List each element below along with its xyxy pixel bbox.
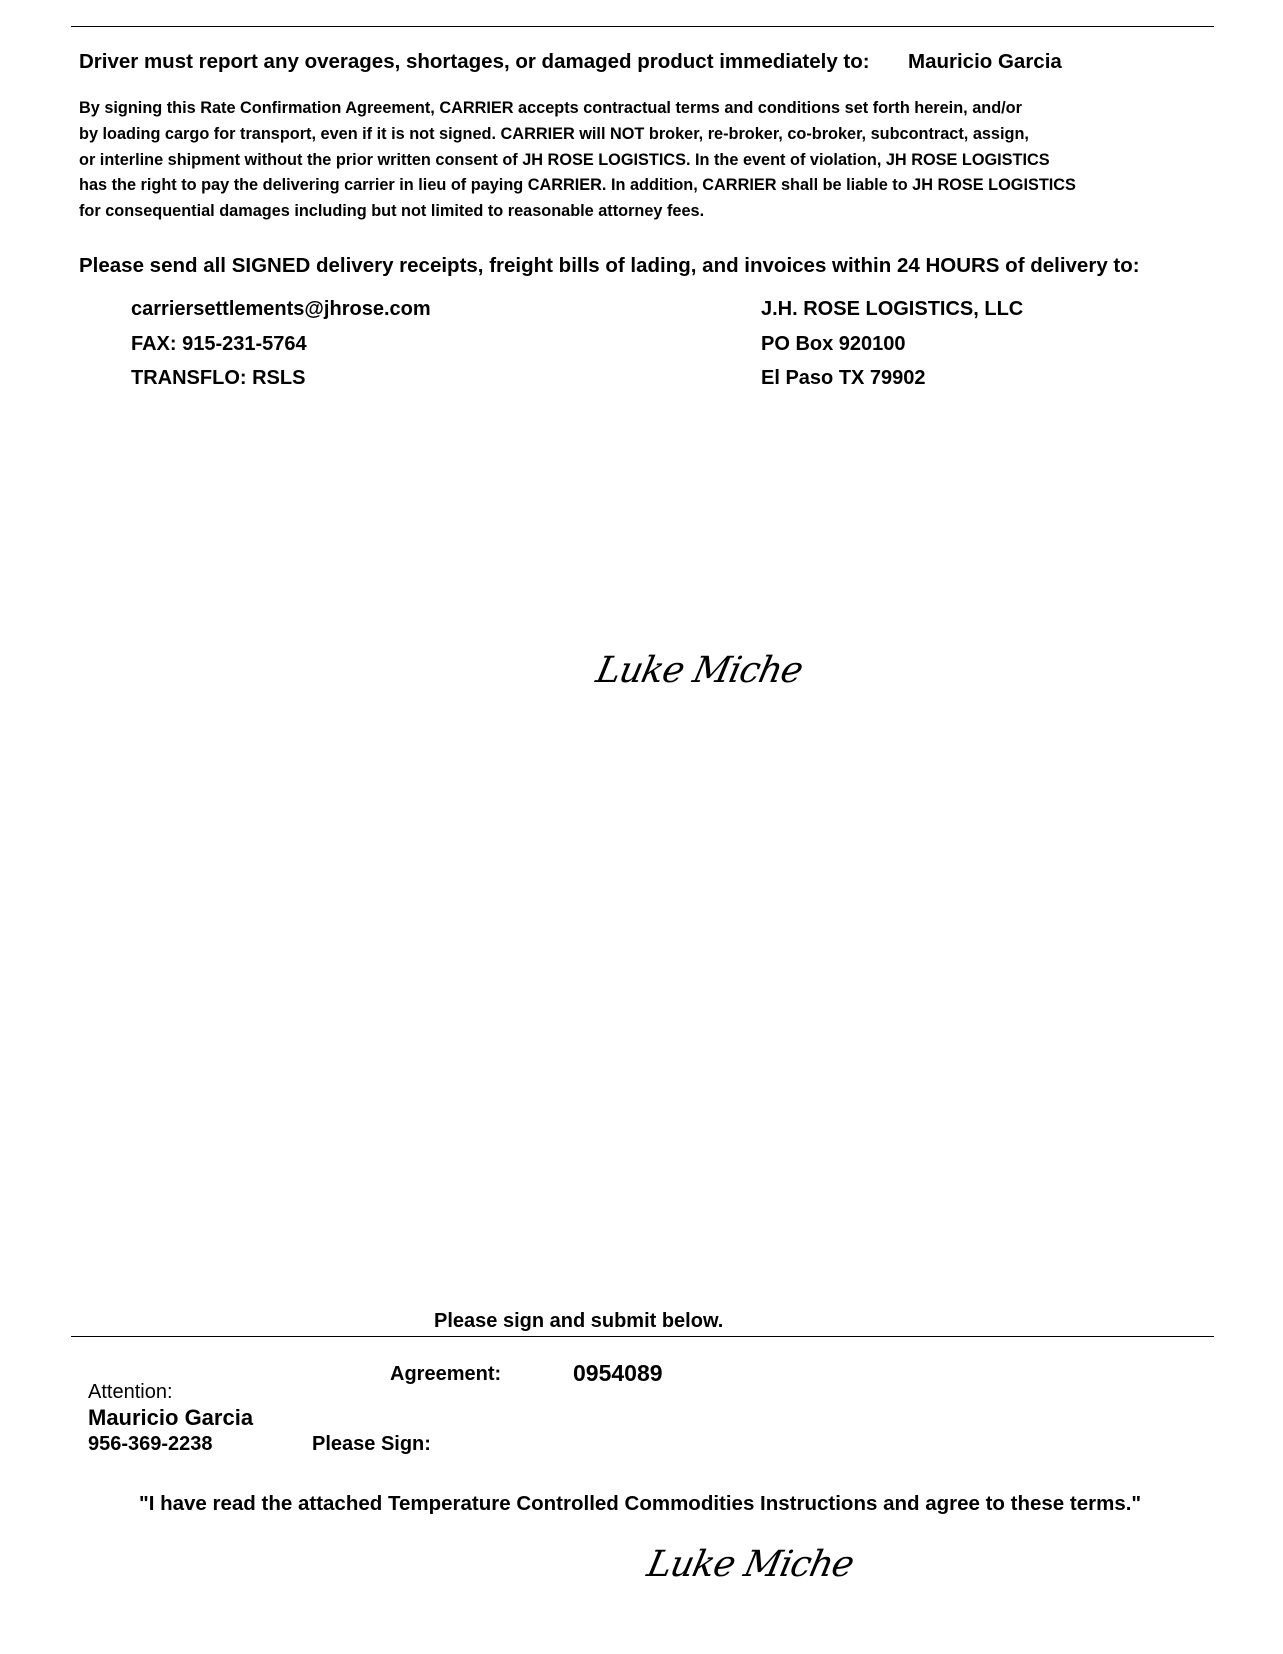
submission-contact-block <box>131 292 431 396</box>
sign-submit-prompt: Please sign and submit below. <box>434 1310 724 1332</box>
agreement-label: Agreement: <box>390 1363 502 1385</box>
terms-line: has the right to pay the delivering carrier in lieu of paying CARRIER. In addition, CARRIER shall be liable to JH ROSE LOGISTICS <box>79 176 1076 195</box>
transflo-code: TRANSFLO: RSLS <box>131 367 306 389</box>
attention-phone: 956-369-2238 <box>88 1433 213 1455</box>
report-instruction: Driver must report any overages, shortages, or damaged product immediately to: <box>79 50 870 73</box>
terms-line: by loading cargo for transport, even if it is not signed. CARRIER will NOT broker, re-broker, co-broker, subcontract, assign, <box>79 124 1029 143</box>
top-divider <box>71 26 1214 27</box>
settlements-fax: FAX: 915-231-5764 <box>131 332 307 355</box>
mailing-address-block <box>761 292 1023 396</box>
bottom-divider <box>71 1336 1214 1337</box>
terms-line: or interline shipment without the prior written consent of JH ROSE LOGISTICS. In the event of violation, JH ROSE LOGISTICS <box>79 150 1050 169</box>
settlements-email: carriersettlements@jhrose.com <box>131 298 431 320</box>
company-name: J.H. ROSE LOGISTICS, LLC <box>761 298 1024 320</box>
terms-paragraph <box>79 96 1076 225</box>
report-contact-name: Mauricio Garcia <box>908 50 1062 73</box>
terms-line: By signing this Rate Confirmation Agreement, CARRIER accepts contractual terms and conditions set forth herein, and/or <box>79 99 1022 117</box>
attention-name: Mauricio Garcia <box>88 1405 254 1430</box>
please-sign-label: Please Sign: <box>312 1433 431 1455</box>
attention-label: Attention: <box>88 1381 173 1403</box>
agreement-statement: "I have read the attached Temperature Controlled Commodities Instructions and agree to these terms." <box>139 1492 1142 1515</box>
city-state-zip: El Paso TX 79902 <box>761 367 926 389</box>
agreement-number: 0954089 <box>573 1360 663 1386</box>
terms-line: for consequential damages including but not limited to reasonable attorney fees. <box>79 202 705 221</box>
submission-instruction: Please send all SIGNED delivery receipts, freight bills of lading, and invoices within 24 HOURS of delivery to: <box>79 254 1140 277</box>
handwritten-signature-bottom: Luke Miche <box>643 1544 858 1585</box>
po-box: PO Box 920100 <box>761 332 906 355</box>
handwritten-signature-top: Luke Miche <box>592 650 807 691</box>
